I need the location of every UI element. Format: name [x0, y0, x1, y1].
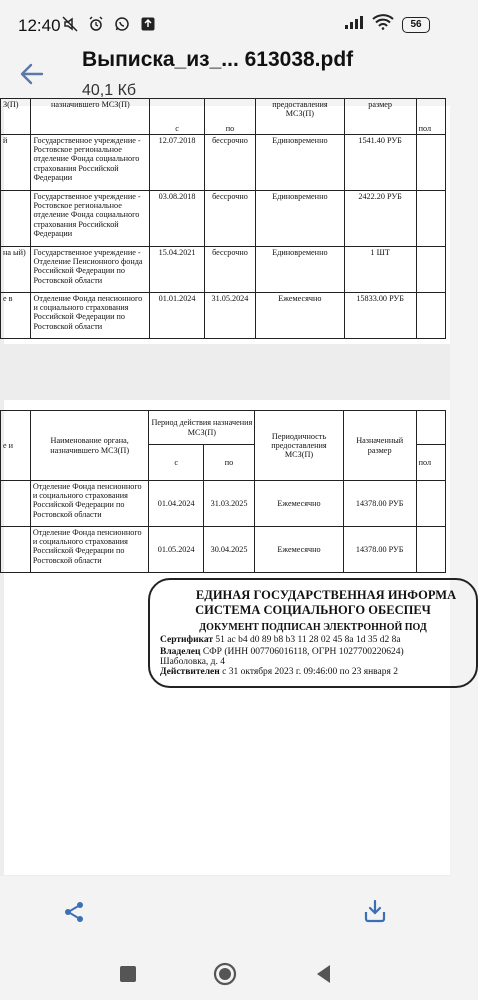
table-cell	[416, 191, 445, 247]
table-cell: 31.03.2025	[203, 481, 254, 527]
table-cell: 01.01.2024	[150, 293, 204, 339]
table-row	[1, 247, 446, 293]
download-icon[interactable]	[362, 898, 388, 924]
table-cell: на ый)	[1, 247, 31, 293]
table-cell: Отделение Фонда пенсионного и социального страхования Российской Федерации по Ростовской области	[30, 527, 149, 573]
header-cell: размер	[344, 99, 416, 135]
table-cell: 31.05.2024	[204, 293, 255, 339]
back-nav-button[interactable]	[312, 962, 336, 986]
stamp-certificate	[160, 635, 466, 645]
table-cell: Отделение Фонда пенсионного и социального страхования Российской Федерации по Ростовской области	[30, 481, 149, 527]
table-row	[1, 527, 446, 573]
table-cell	[416, 527, 445, 573]
stamp-owner	[160, 647, 466, 657]
table-cell: 01.04.2024	[149, 481, 203, 527]
table-cell	[416, 247, 445, 293]
stamp-address: Шаболовка, д. 4	[160, 657, 226, 667]
stamp-validity	[160, 667, 466, 677]
stamp-label: Владелец	[160, 647, 201, 657]
header-cell: е и	[1, 411, 31, 481]
battery-indicator: 56	[402, 17, 430, 33]
status-time: 12:40	[18, 16, 61, 35]
table-row	[1, 135, 446, 191]
bottom-action-bar	[0, 876, 450, 950]
status-notification-icons	[60, 14, 158, 34]
table-cell: Ежемесячно	[256, 293, 344, 339]
table-cell: 03.08.2018	[150, 191, 204, 247]
table-cell	[1, 527, 31, 573]
table-cell: бессрочно	[204, 247, 255, 293]
table-cell: 14378.00 РУБ	[343, 481, 416, 527]
table-cell: е в	[1, 293, 31, 339]
stamp-value: с 31 октября 2023 г. 09:46:00 по 23 января 2	[222, 667, 399, 677]
upload-icon	[138, 14, 158, 34]
share-icon[interactable]	[62, 900, 86, 924]
alarm-icon	[86, 14, 106, 34]
table-cell: Ежемесячно	[255, 527, 343, 573]
status-system-icons	[344, 14, 430, 35]
header-cell: Наименование органа, назначившего МСЗ(П)	[30, 411, 149, 481]
app-bar	[0, 40, 450, 106]
header-cell	[416, 411, 445, 445]
table-cell: й	[1, 135, 31, 191]
pdf-viewer[interactable]	[0, 100, 457, 876]
table-row	[1, 481, 446, 527]
table-cell: Единовременно	[256, 247, 344, 293]
file-title: Выписка_из_... 613038.pdf	[82, 48, 354, 71]
back-arrow-icon[interactable]	[18, 60, 46, 88]
file-size: 40,1 Кб	[82, 82, 137, 99]
stamp-heading: ЕДИНАЯ ГОСУДАРСТВЕННАЯ ИНФОРМА	[195, 588, 457, 602]
header-cell: с	[150, 99, 204, 135]
pdf-page-2	[3, 400, 457, 875]
table-cell: Ежемесячно	[255, 481, 343, 527]
header-cell: по	[204, 99, 255, 135]
stamp-signed-notice: ДОКУМЕНТ ПОДПИСАН ЭЛЕКТРОННОЙ ПОД	[199, 622, 427, 633]
table-cell: 15833.00 РУБ	[344, 293, 416, 339]
benefits-table-page2	[0, 410, 446, 573]
table-cell: 14378.00 РУБ	[343, 527, 416, 573]
stamp-value: 51 ac b4 d0 89 b8 b3 11 28 02 45 8a 1d 35 d2 8a	[215, 635, 401, 645]
header-cell: Периодичность предоставления МСЗ(П)	[255, 411, 343, 481]
benefits-table-page1	[0, 98, 446, 339]
table-cell	[416, 481, 445, 527]
header-cell: назначившего МСЗ(П)	[31, 99, 150, 135]
table-cell: 2422.20 РУБ	[344, 191, 416, 247]
header-cell: Назначенный размер	[343, 411, 416, 481]
table-cell	[1, 191, 31, 247]
table-cell: 30.04.2025	[203, 527, 254, 573]
table-row	[1, 191, 446, 247]
table-cell: 1541.40 РУБ	[344, 135, 416, 191]
table-cell: бессрочно	[204, 135, 255, 191]
table-header-row	[1, 411, 446, 445]
wifi-icon	[372, 14, 394, 35]
whatsapp-icon	[112, 14, 132, 34]
electronic-signature-stamp	[148, 578, 478, 688]
header-cell: пол	[416, 99, 445, 135]
table-cell: бессрочно	[204, 191, 255, 247]
header-cell: З(П)	[1, 99, 31, 135]
table-cell: Государственное учреждение - Ростовское региональное отделение Фонда социального страхования Российской Федерации	[31, 191, 150, 247]
table-cell: 01.05.2024	[149, 527, 203, 573]
recents-button[interactable]	[116, 962, 140, 986]
header-cell: Период действия назначения МСЗ(П)	[149, 411, 255, 445]
table-cell	[416, 135, 445, 191]
pdf-page-1	[3, 100, 450, 344]
table-cell: Отделение Фонда пенсионного и социального страхования Российской Федерации по Ростовской области	[31, 293, 150, 339]
table-cell: 12.07.2018	[150, 135, 204, 191]
home-button[interactable]	[213, 962, 237, 986]
header-cell: пол	[416, 445, 445, 481]
table-row	[1, 293, 446, 339]
table-cell: Государственное учреждение - Ростовское региональное отделение Фонда социального страхования Российской Федерации	[31, 135, 150, 191]
stamp-label: Действителен	[160, 667, 220, 677]
stamp-label: Сертификат	[160, 635, 214, 645]
header-cell: с	[149, 445, 203, 481]
mute-icon	[60, 14, 80, 34]
table-cell: Государственное учреждение - Отделение Пенсионного фонда Российской Федерации по Ростовской области	[31, 247, 150, 293]
table-cell	[1, 481, 31, 527]
system-navigation-bar	[0, 950, 450, 1000]
table-cell	[416, 293, 445, 339]
stamp-value: СФР (ИНН 007706016118, ОГРН 1027700220624)	[202, 647, 404, 657]
table-cell: 15.04.2021	[150, 247, 204, 293]
header-cell: по	[203, 445, 254, 481]
table-cell: Единовременно	[256, 191, 344, 247]
stamp-heading: СИСТЕМА СОЦИАЛЬНОГО ОБЕСПЕЧ	[195, 603, 431, 617]
header-cell: предоставления МСЗ(П)	[256, 99, 344, 135]
table-cell: 1 ШТ	[344, 247, 416, 293]
signal-icon	[344, 14, 364, 35]
table-cell: Единовременно	[256, 135, 344, 191]
table-header-row	[1, 99, 446, 135]
